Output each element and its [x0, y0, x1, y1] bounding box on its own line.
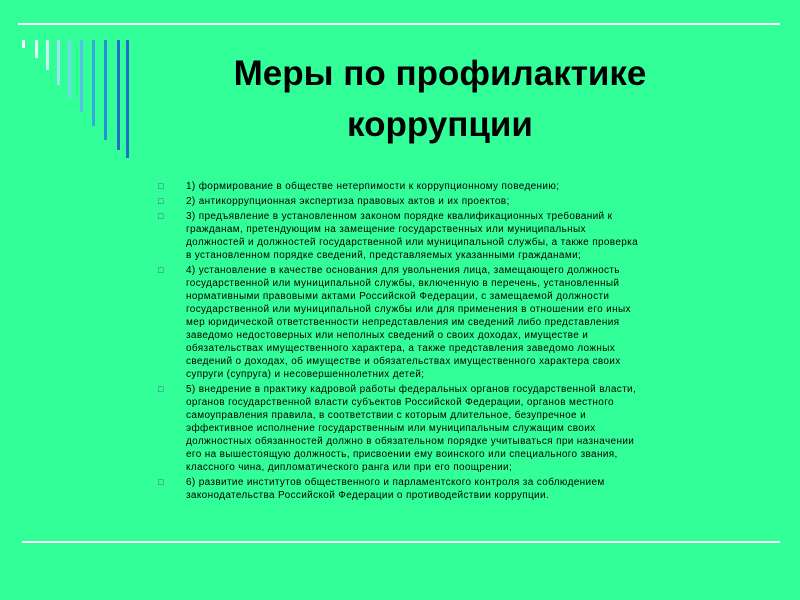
square-bullet-icon: □ — [158, 181, 164, 191]
square-bullet-icon: □ — [158, 265, 164, 275]
decorative-stripe — [92, 40, 95, 126]
decorative-stripe — [126, 40, 129, 158]
list-item — [157, 476, 757, 502]
list-item-text-line: его на вышестоящую должность, присвоении ему воинского или специального звания, — [186, 449, 618, 460]
list-item — [157, 383, 757, 474]
title-line-1: Меры по профилактике — [233, 54, 647, 93]
decorative-stripe — [117, 40, 120, 150]
list-item-text-line: должностных обязанностей должно в обязательном порядке учитываться при назначении — [186, 436, 635, 447]
slide-title — [150, 48, 730, 150]
list-item-text-line: заведомо недостоверных или неполных сведений о своих доходах, имуществе и — [186, 330, 589, 341]
list-item-text-line: обязательствах имущественного характера, а также представления заведомо ложных — [186, 343, 616, 354]
list-item — [157, 264, 757, 381]
bottom-divider — [22, 541, 780, 543]
list-item-text-line: 2) антикоррупционная экспертиза правовых актов и их проектов; — [186, 196, 510, 207]
title-line-2: коррупции — [347, 105, 533, 144]
list-item — [157, 180, 757, 193]
decorative-stripe — [46, 40, 49, 70]
list-item-text-line: самоуправления правила, в соответствии с которым длительное, безупречное и — [186, 410, 587, 421]
square-bullet-icon: □ — [158, 211, 164, 221]
decorative-stripe — [35, 40, 38, 58]
list-item-text-line: мер юридической ответственности непредставления им сведений либо представления — [186, 317, 620, 328]
list-item-text-line: нормативными правовыми актами Российской Федерации, с замещаемой должности — [186, 291, 610, 302]
square-bullet-icon: □ — [158, 196, 164, 206]
square-bullet-icon: □ — [158, 384, 164, 394]
decorative-stripe — [104, 40, 107, 140]
list-item — [157, 195, 757, 208]
list-item-text-line: классного чина, дипломатического ранга или при его поощрении; — [186, 462, 513, 473]
decorative-stripe — [80, 40, 83, 112]
list-item-text-line: эффективное исполнение государственным или муниципальным служащим своих — [186, 423, 596, 434]
measures-list — [157, 180, 757, 504]
list-item-text-line: 3) предъявление в установленном законом порядке квалификационных требований к — [186, 211, 613, 222]
list-item-text-line: 1) формирование в обществе нетерпимости к коррупционному поведению; — [186, 181, 560, 192]
list-item-text-line: 5) внедрение в практику кадровой работы федеральных органов государственной власти, — [186, 384, 637, 395]
top-divider — [18, 23, 780, 25]
list-item-text-line: сведений о доходах, об имуществе и обязательствах имущественного характера своих — [186, 356, 621, 367]
list-item-text-line: государственной или муниципальной службы, включенную в перечень, установленный — [186, 278, 620, 289]
list-item-text-line: супруги (супруга) и несовершеннолетних детей; — [186, 369, 425, 380]
list-item-text-line: законодательства Российской Федерации о противодействии коррупции. — [186, 490, 550, 501]
decorative-stripe — [57, 40, 60, 85]
list-item-text-line: должностей и должностей государственной или муниципальной службы, а также проверка — [186, 237, 639, 248]
list-item-text-line: в установленном порядке сведений, представляемых указанными гражданами; — [186, 250, 582, 261]
decorative-stripe — [68, 40, 71, 98]
decorative-stripe — [22, 40, 25, 48]
list-item-text-line: органов государственной власти субъектов Российской Федерации, органов местного — [186, 397, 614, 408]
square-bullet-icon: □ — [158, 477, 164, 487]
list-item-text-line: 4) установление в качестве основания для увольнения лица, замещающего должность — [186, 265, 620, 276]
list-item — [157, 210, 757, 262]
list-item-text-line: государственной или муниципальной службы или для применения в отношении его иных — [186, 304, 631, 315]
list-item-text-line: гражданам, претендующим на замещение государственных или муниципальных — [186, 224, 586, 235]
list-item-text-line: 6) развитие институтов общественного и парламентского контроля за соблюдением — [186, 477, 605, 488]
